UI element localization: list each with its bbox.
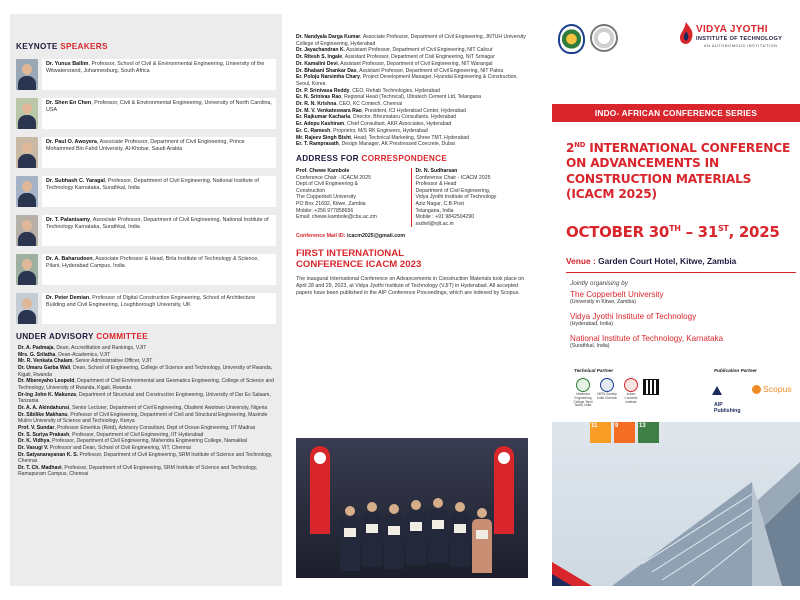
list-item: Dr. Mbereyaho Leopold, Department of Civil Environmental and Geomatics Engineering, College of Science and Technology, University of Rwanda, Kigali, Rwanda: [18, 378, 274, 391]
speaker-info: Dr. A. Baharudeen, Associate Professor & Head, Birla Institute of Technology & Science, Pilani, Hyderabad Campus, India: [42, 254, 276, 285]
building-illustration: [552, 422, 800, 586]
speaker-photo: [16, 176, 38, 207]
list-item: Prof. V. Sundar, Professor Emeritus (Retd), Advisory Consultant, Dept of Ocean Engineering, IIT Madras: [18, 424, 256, 431]
list-item: Er. N. Srinivas Rao, Regional Head (Technical), Ultratech Cement Ltd, Telangana: [296, 94, 482, 101]
vjit-subtitle: INSTITUTE OF TECHNOLOGY: [696, 36, 783, 42]
organiser-item: Vidya Jyothi Institute of Technology (Hyderabad, India): [570, 312, 697, 327]
list-item: Dr. Bhabani Shankar Das, Assistant Professor, Department of Civil Engineering, NIT Patna: [296, 67, 504, 74]
person: [362, 502, 382, 578]
first-conference-text: The inaugural International Conference on Advancements in Construction Materials took place on April 28 and 29, 2023, at Vidya Jyothi Institute of Technology (VJIT) in Hyderabad. All accepted papers have been published in the AIP Conference Proceedings, which are indexed by Scopus.: [296, 276, 525, 296]
organiser-item: National Institute of Technology, Karnataka (Surathkal, India): [570, 334, 724, 349]
middle-panel: [282, 14, 540, 586]
list-item: Dr. Nandyala Darga Kumar, Associate Professor, Department of Civil Engineering, JNTUH University College of Engineering, Hyderabad: [296, 34, 526, 47]
conference-series-bar: INDO- AFRICAN CONFERENCE SERIES: [552, 104, 800, 122]
speaker-card: [16, 213, 276, 247]
speaker-photo: [16, 137, 38, 168]
speaker-photo: [16, 215, 38, 246]
vjit-name: VIDYA JYOTHI: [696, 24, 768, 35]
person: [472, 508, 492, 578]
contact-card-cbu: Prof. Chewe Kambole Conference Chair - ICACM 2025 Dept.of Civil Engineering & Construction The Copperbelt University PO Box 21692, Kitwe, Zambia Mobile: +256 977858656 Email: chewe.kambole@cbu.ac.zm: [296, 167, 377, 221]
building-graphic: [552, 422, 800, 586]
organisers-label: Jointly organising by: [570, 280, 628, 287]
scopus-logo: Scopus: [752, 384, 792, 394]
advisory-list: [18, 345, 274, 478]
speaker-info: Dr. Peter Demian, Professor of Digital Construction Engineering, School of Architecture Building and Civil Engineering, Loughborough University, UK: [42, 293, 276, 324]
divider: [566, 272, 796, 273]
person: [384, 504, 404, 578]
list-item: Dr. R. N. Krishna, CEO, KC Contech, Chennai: [296, 101, 403, 108]
right-panel: [552, 14, 800, 586]
technical-partner-logo: Mahindra Engineering College Tamil Nadu, India: [572, 378, 594, 408]
keynote-speakers-heading: KEYNOTE SPEAKERS: [16, 42, 108, 51]
person: [340, 506, 360, 578]
list-item: Dr. Jayachandran K. Assistant Professor, Department of Civil Engineering, NIT Calicut: [296, 47, 493, 54]
list-item: Dr. P. Srinivasa Reddy, CEO, Rehab Technologies, Hyderabad: [296, 87, 440, 94]
speaker-info: Dr. Shen En Chen, Professor, Civil & Environmental Engineering, University of North Carolina, USA: [42, 98, 276, 129]
contact-email[interactable]: ssdivil@vjit.ac.in: [415, 220, 454, 227]
advisory-committee-heading: UNDER ADVISORY COMMITTEE: [16, 332, 149, 341]
list-item: Dr. K. Vidhya, Professor, Department of Civil Engineering, Mahendra Engineering College, Namakkal: [18, 438, 247, 445]
list-item: Er. T. Ramprasath, Design Manager, AK Prestressed Concrete, Dubai: [296, 141, 455, 148]
speaker-info: Dr. Yunus Ballim, Professor, School of Civil & Environmental Engineering, University of the Witwatersrand, Johannesburg, South Africa: [42, 59, 276, 90]
contact-email[interactable]: Email: chewe.kambole@cbu.ac.zm: [296, 214, 377, 221]
list-item: Dr. Ritesh S. Ingale, Assistant Professor, Department of Civil Engineering, NIT Srinagar: [296, 54, 495, 61]
copperbelt-university-logo: [558, 24, 585, 54]
speaker-photo: [16, 98, 38, 129]
speaker-card: [16, 291, 276, 325]
sdg-goal-badge: 11: [590, 422, 611, 443]
conference-dates: OCTOBER 30TH – 31ST, 2025: [566, 223, 780, 241]
list-item: Dr. Umaru Garba Wali, Dean, School of Engineering, College of Science and Technology, University of Rwanda, Kigali, Rwanda: [18, 364, 273, 378]
list-item: Dr. Satyanarayanan K. S. Professor, Department of Civil Engineering, SRM Institute of Science and Technology, Chennai: [18, 451, 273, 465]
organiser-item: The Copperbelt University (University in Kitwe, Zambia): [570, 290, 664, 305]
list-item: Dr. A. Padmaja, Dean, Accreditation and Rankings, VJIT: [18, 345, 147, 351]
banner: [310, 446, 330, 534]
technical-partner-label: Technical Partner: [574, 368, 614, 373]
list-item: Dr-Ing John K. Makunza, Department of Structural and Construction Engineering, University of Dar Es Salaam, Tanzania: [18, 391, 271, 405]
sdg-goal-badge: 9: [614, 422, 635, 443]
speaker-photo: [16, 254, 38, 285]
technical-partner-logo: Indian Concrete Institute: [620, 378, 642, 404]
publication-partner-label: Publication Partner: [714, 368, 757, 373]
conference-mail-link[interactable]: icacm2025@gmail.com: [346, 233, 406, 240]
person: [428, 498, 448, 578]
list-item: Dr. S. Suriya Prakash, Professor, Department of Civil Engineering, IIT Hyderabad: [18, 431, 204, 438]
vjit-tagline: AN AUTONOMOUS INSTITUTION: [704, 44, 778, 48]
correspondence-heading: ADDRESS FOR CORRESPONDENCE: [296, 153, 448, 163]
list-item: Er. Poloju Narsimha Chary, Project Development Manager, Hyundai Engineering & Construction, Seoul, Korea: [296, 74, 518, 87]
first-conference-heading: FIRST INTERNATIONAL CONFERENCE ICACM 2023: [296, 248, 422, 270]
speaker-card: [16, 96, 276, 130]
contact-block: [296, 168, 530, 227]
sdg-goal-badge: 13: [638, 422, 659, 443]
list-item: Er. Adepu Kashiram, Chief Consultant, AKR Associates, Hyderabad: [296, 121, 452, 128]
speaker-info: Dr. T. Palanisamy, Associate Professor, Department of Civil Engineering, National Institute of Technology Karnataka, Surathkal, India: [42, 215, 276, 246]
speaker-info: Dr. Subhash C. Yaragal, Professor, Department of Civil Engineering, National Institute of Technology Karnataka, Surathkal, India: [42, 176, 276, 207]
list-item: Dr. Sibilike Makhanu, Professor of Civil Engineering, Department of Civil and Structural Engineering, Masinde Muliro University of Science and Technology, Kenya: [18, 411, 268, 425]
speaker-card: [16, 135, 276, 169]
person: [450, 502, 470, 578]
speaker-card: [16, 174, 276, 208]
speaker-info: Dr. Paul O. Awoyera, Associate Professor, Department of Civil Engineering, Prince Mohammed Bin Fahd University, Al-Khobar, Saudi Arabia: [42, 137, 276, 168]
speaker-card: [16, 57, 276, 91]
list-item: Mr. R. Venkata Chalam, Senior Administrative Officer, VJIT: [18, 358, 153, 365]
list-item: Dr. M. V. Venkateswara Rao, President, ICI Hyderabad Center, Hyderabad: [296, 107, 466, 114]
list-item: Er. C. Ramesh, Proprietor, M/S RK Engineers, Hyderabad: [296, 127, 428, 134]
list-item: Mr. Rajeev Singh Bisht, Head, Technical Marketing, Shree TMT, Hyderabad: [296, 134, 470, 141]
header-logos: [552, 14, 800, 90]
aip-publishing-logo: AIP Publishing: [712, 382, 746, 418]
person: [406, 500, 426, 578]
qr-code[interactable]: [644, 380, 658, 394]
conference-mail: Conference Mail ID: icacm2025@gmail.com: [296, 233, 406, 240]
list-item: Er. Rajkumar Kacharla, Director, Bhrumataru Consultants, Hyderabad: [296, 114, 456, 121]
list-item: Dr. A. A. Akindahunsi, Senior Lecturer, Department of Civil Engineering, Obafemi Awolowo University, Nigeria: [18, 404, 268, 411]
committee-continued-list: [296, 34, 528, 148]
list-item: Dr. Vasugi V. Professor and Dean, School of Civil Engineering, VIT, Chennai: [18, 444, 191, 451]
speaker-card: [16, 252, 276, 286]
event-photo: [296, 438, 528, 578]
speaker-photo: [16, 59, 38, 90]
nitk-logo: [590, 24, 618, 52]
speaker-photo: [16, 293, 38, 324]
technical-partner-logo: NIFSI Society India Chennai: [596, 378, 618, 401]
list-item: Dr. T. Ch. Madhavi, Professor, Department of Civil Engineering, SRM Institute of Science and Technology, Ramapuram Campus, Chennai: [18, 464, 258, 478]
venue: Venue : Garden Court Hotel, Kitwe, Zambia: [566, 256, 737, 266]
vjit-flame-logo: [678, 22, 694, 44]
list-item: Mrs. G. Srilatha, Dean-Academics, VJIT: [18, 351, 111, 358]
list-item: Dr. Kamalini Devi, Assistant Professor, Department of Civil Engineering, NIT Warangal: [296, 60, 493, 67]
left-panel: [10, 14, 282, 586]
conference-title: 2ND INTERNATIONAL CONFERENCE ON ADVANCEMENTS IN CONSTRUCTION MATERIALS (ICACM 2025): [566, 141, 791, 202]
contact-card-vjit: Dr. N. Sudharsan Conference Chair - ICACM 2025 Professor & Head Department of Civil Engineering, Vidya Jyothi Institute of Technology Aziz Nagar, C.B.Post Telangana, India Mobile : +91 9842504290 ssdivil@vjit.ac.in: [411, 168, 531, 227]
banner: [494, 446, 514, 534]
